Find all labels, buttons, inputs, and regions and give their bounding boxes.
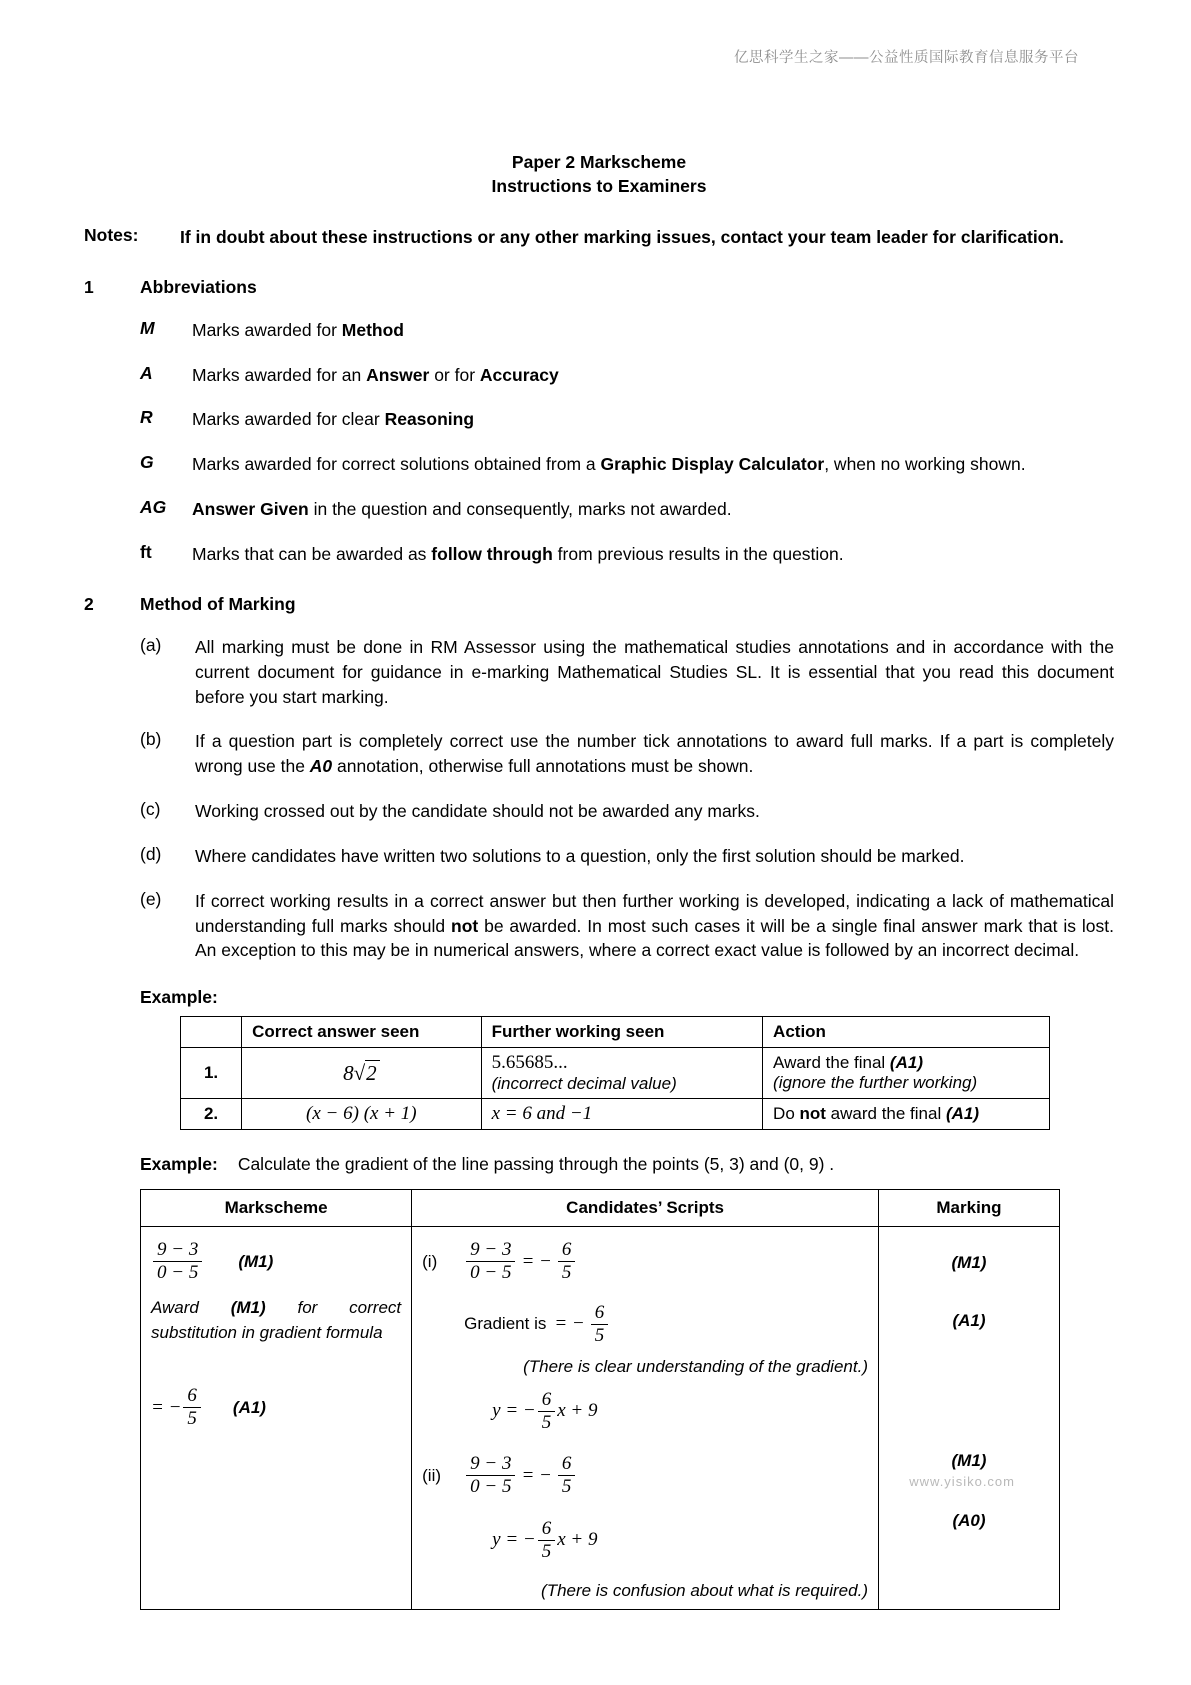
- abbreviation-key: A: [140, 362, 153, 383]
- action-text-pre: Do: [773, 1104, 800, 1124]
- method-text-pre: If correct working results in a correct answer but then further working is developed, indicating a lack of mathematical understanding full marks should: [195, 890, 1114, 936]
- script-label-i: (i): [422, 1251, 438, 1271]
- correct-answer-cell: (x − 6) (x + 1): [242, 1099, 481, 1130]
- fraction: [538, 1518, 556, 1563]
- marking-cell: [878, 1227, 1059, 1609]
- method-text-pre: If a question part is completely correct use the number tick annotations to award full marks. If a part is completely wrong use the: [195, 731, 1114, 777]
- further-working-cell: x = 6 and −1: [481, 1099, 762, 1130]
- script-i-line-2: [422, 1302, 868, 1347]
- abbr-bold-text: Answer Given: [192, 499, 309, 520]
- method-item-text: Where candidates have written two solutions to a question, only the first solution should be marked.: [195, 845, 965, 866]
- mark-code: (M1): [238, 1251, 274, 1271]
- fraction-denominator: 5: [591, 1324, 609, 1347]
- method-item-label: (b): [140, 729, 162, 750]
- equals-sign: = −: [554, 1313, 585, 1335]
- fraction: [538, 1389, 556, 1434]
- abbr-bold2-text: Accuracy: [479, 364, 559, 385]
- section-2-heading: [84, 594, 1114, 615]
- header-blank: [181, 1017, 242, 1048]
- header-action: Action: [763, 1017, 1050, 1048]
- fraction-numerator: 6: [187, 1385, 197, 1407]
- abbr-pre-text: Marks awarded for: [192, 319, 342, 340]
- abbr-bold-text: Reasoning: [384, 409, 475, 430]
- abbreviation-value: [192, 407, 1114, 432]
- mark-code: (M1): [230, 1297, 266, 1317]
- section-2-number: 2: [84, 593, 94, 614]
- fraction: [591, 1302, 609, 1347]
- action-text-mid: award the final: [825, 1104, 946, 1124]
- abbreviation-value: [192, 363, 1114, 388]
- fraction: [153, 1239, 202, 1284]
- abbreviation-key: R: [140, 407, 153, 428]
- fraction-denominator: 5: [538, 1411, 556, 1434]
- script-label-ii: (ii): [422, 1465, 442, 1485]
- method-item-d: [84, 844, 1114, 869]
- fraction-denominator: 0 − 5: [153, 1261, 202, 1284]
- fraction: [466, 1239, 515, 1284]
- equation-rhs: x + 9: [557, 1529, 598, 1551]
- table-row: [181, 1048, 1050, 1099]
- fraction-denominator: 5: [558, 1475, 576, 1498]
- abbr-pre-text: Marks awarded for an: [192, 364, 367, 385]
- mark-code: (M1): [951, 1451, 987, 1471]
- mark-code: (A1): [952, 1311, 986, 1331]
- fraction-numerator: 6: [561, 1453, 572, 1475]
- script-ii-line-1: [422, 1453, 868, 1498]
- method-item-label: (e): [140, 888, 162, 909]
- header-candidates-scripts: Candidates’ Scripts: [412, 1190, 879, 1227]
- method-text-emphasis: not: [451, 915, 479, 936]
- abbreviation-value: [192, 497, 1114, 522]
- notes-label: Notes:: [84, 225, 139, 246]
- row-number: 2.: [181, 1099, 242, 1130]
- method-item-label: (d): [140, 843, 162, 864]
- top-watermark: 亿思科学生之家——公益性质国际教育信息服务平台: [734, 50, 1079, 66]
- method-item-label: (c): [140, 799, 161, 820]
- action-text-emphasis: not: [799, 1104, 826, 1124]
- mark-code: (A1): [945, 1104, 980, 1124]
- mark-code: (A0): [952, 1511, 986, 1531]
- fraction-denominator: 5: [183, 1407, 201, 1430]
- method-item-label: (a): [140, 634, 162, 655]
- table-row: [181, 1099, 1050, 1130]
- fraction-numerator: 9 − 3: [157, 1239, 199, 1261]
- abbr-post-text: in the question and consequently, marks not awarded.: [308, 499, 732, 520]
- fraction-numerator: 9 − 3: [470, 1453, 512, 1475]
- title-line-1: Paper 2 Markscheme: [511, 152, 687, 172]
- markscheme-expression-1: [151, 1239, 401, 1284]
- mark-code: (M1): [951, 1253, 987, 1273]
- markscheme-cell: [141, 1227, 412, 1609]
- fraction-numerator: 6: [541, 1518, 552, 1540]
- method-item-b: [84, 729, 1114, 779]
- example-1-table: [180, 1016, 1050, 1130]
- method-text-post: annotation, otherwise full annotations must be shown.: [332, 756, 754, 777]
- abbreviation-value: [192, 542, 1114, 567]
- award-post: for correct substitution in gradient formula: [151, 1297, 402, 1342]
- equals-sign: = −: [521, 1464, 552, 1486]
- abbreviation-item: [84, 407, 1114, 432]
- example-2-label: Example:: [140, 1154, 218, 1175]
- abbr-bold-text: Answer: [366, 364, 430, 385]
- method-item-text: All marking must be done in RM Assessor using the mathematical studies annotations and in accordance with the current document for guidance in e-marking Mathematical Studies SL. It is essential that you read this document before you start marking.: [195, 636, 1114, 707]
- example-2-text: Calculate the gradient of the line passing through the points (5, 3) and (0, 9) .: [237, 1154, 835, 1175]
- method-item-text: [195, 889, 1114, 964]
- script-i-line-3: [422, 1389, 868, 1434]
- section-1-heading: [84, 277, 1114, 298]
- fraction: [558, 1453, 576, 1498]
- script-ii-line-2: [422, 1518, 868, 1563]
- method-item-text: Working crossed out by the candidate should not be awarded any marks.: [195, 801, 760, 822]
- fraction-numerator: 9 − 3: [470, 1239, 512, 1261]
- further-working-line-2: (incorrect decimal value): [491, 1074, 677, 1094]
- title-line-2: Instructions to Examiners: [491, 176, 707, 197]
- abbr-post-text: , when no working shown.: [824, 454, 1026, 475]
- abbr-pre-text: Marks awarded for correct solutions obtained from a: [192, 454, 601, 475]
- abbreviation-value: [192, 452, 1114, 477]
- table-header-row: [141, 1190, 1060, 1227]
- example-1-label: Example:: [140, 987, 218, 1008]
- section-1-number: 1: [84, 276, 94, 297]
- abbr-bold-text: Method: [341, 319, 404, 340]
- row-number: 1.: [181, 1048, 242, 1099]
- table-header-row: [181, 1017, 1050, 1048]
- header-further-working: Further working seen: [481, 1017, 762, 1048]
- abbr-pre-text: Marks awarded for clear: [192, 409, 385, 430]
- section-2-title: Method of Marking: [140, 593, 296, 614]
- abbreviation-item: [84, 542, 1114, 567]
- equals-sign: = −: [521, 1250, 552, 1272]
- math-expression: 8√2: [343, 1060, 380, 1085]
- abbreviation-key: AG: [140, 497, 167, 518]
- abbreviation-key: M: [140, 317, 155, 338]
- header-correct-answer: Correct answer seen: [242, 1017, 481, 1048]
- fraction-denominator: 0 − 5: [466, 1475, 515, 1498]
- example-2-intro: [84, 1154, 1114, 1175]
- fraction-denominator: 5: [558, 1261, 576, 1284]
- fraction-numerator: 6: [541, 1388, 552, 1410]
- markscheme-expression-2: [151, 1385, 401, 1430]
- mark-code: (A1): [889, 1053, 923, 1073]
- action-text: Award the final: [773, 1053, 890, 1073]
- fraction-numerator: 6: [561, 1239, 572, 1261]
- notes-text: If in doubt about these instructions or any other marking issues, contact your team leader for clarification.: [180, 227, 1064, 248]
- mark-code: (A1): [232, 1397, 266, 1417]
- fraction: [466, 1453, 515, 1498]
- abbr-post-text: from previous results in the question.: [552, 544, 844, 564]
- action-cell: [763, 1099, 1050, 1130]
- award-pre: Award: [151, 1297, 231, 1317]
- action-cell: [763, 1048, 1050, 1099]
- abbreviation-key: G: [140, 452, 154, 473]
- example-2-table: [140, 1189, 1060, 1609]
- equation-rhs: x + 9: [557, 1400, 598, 1421]
- abbreviation-key: ft: [140, 542, 152, 562]
- abbreviation-value: [192, 318, 1114, 343]
- document-content: [84, 150, 1114, 1610]
- abbr-bold-text: Graphic Display Calculator: [600, 454, 825, 475]
- fraction: [183, 1385, 201, 1430]
- method-item-e: [84, 889, 1114, 964]
- abbr-pre-text: Marks that can be awarded as: [192, 544, 432, 564]
- header-markscheme: Markscheme: [141, 1190, 412, 1227]
- document-title: [84, 150, 1114, 198]
- fraction: [558, 1239, 576, 1284]
- markscheme-award-note: [151, 1296, 401, 1345]
- fraction-numerator: 6: [594, 1301, 605, 1323]
- candidates-scripts-cell: [412, 1227, 879, 1609]
- action-line-2: (ignore the further working): [773, 1073, 978, 1093]
- equation-lhs: y = −: [492, 1400, 536, 1421]
- abbreviation-item: [84, 452, 1114, 477]
- abbr-mid-text: or for: [429, 364, 480, 385]
- method-text-post: be awarded. In most such cases it will be a single final answer mark that is lost. An exception to this may be in numerical answers, where a correct exact value is followed by an incorrect decimal.: [195, 915, 1114, 961]
- abbreviation-item: [84, 497, 1114, 522]
- correct-answer-cell: [242, 1048, 481, 1099]
- script-ii-note: (There is confusion about what is required.): [541, 1580, 868, 1600]
- table-row: [141, 1227, 1060, 1609]
- result-prefix: = −: [151, 1396, 182, 1418]
- fraction-denominator: 5: [538, 1540, 556, 1563]
- further-working-cell: [481, 1048, 762, 1099]
- method-item-a: [84, 635, 1114, 710]
- abbreviation-item: [84, 363, 1114, 388]
- gradient-label: Gradient is: [464, 1314, 547, 1334]
- further-working-line-1: 5.65685...: [491, 1052, 568, 1074]
- header-marking: Marking: [878, 1190, 1059, 1227]
- script-i-note: (There is clear understanding of the gradient.): [523, 1356, 868, 1376]
- bottom-watermark: www.yisiko.com: [909, 1474, 1015, 1489]
- script-i-line-1: [422, 1239, 868, 1284]
- method-text-annotation: A0: [309, 756, 333, 777]
- notes-block: [84, 225, 1114, 250]
- method-item-text: [195, 729, 1114, 779]
- equation-lhs: y = −: [492, 1529, 536, 1551]
- abbr-bold-text: follow through: [431, 544, 553, 564]
- section-1-title: Abbreviations: [140, 276, 257, 297]
- action-line-1: [773, 1053, 1039, 1073]
- method-item-c: [84, 799, 1114, 824]
- fraction-denominator: 0 − 5: [466, 1261, 515, 1284]
- abbreviation-item: [84, 318, 1114, 343]
